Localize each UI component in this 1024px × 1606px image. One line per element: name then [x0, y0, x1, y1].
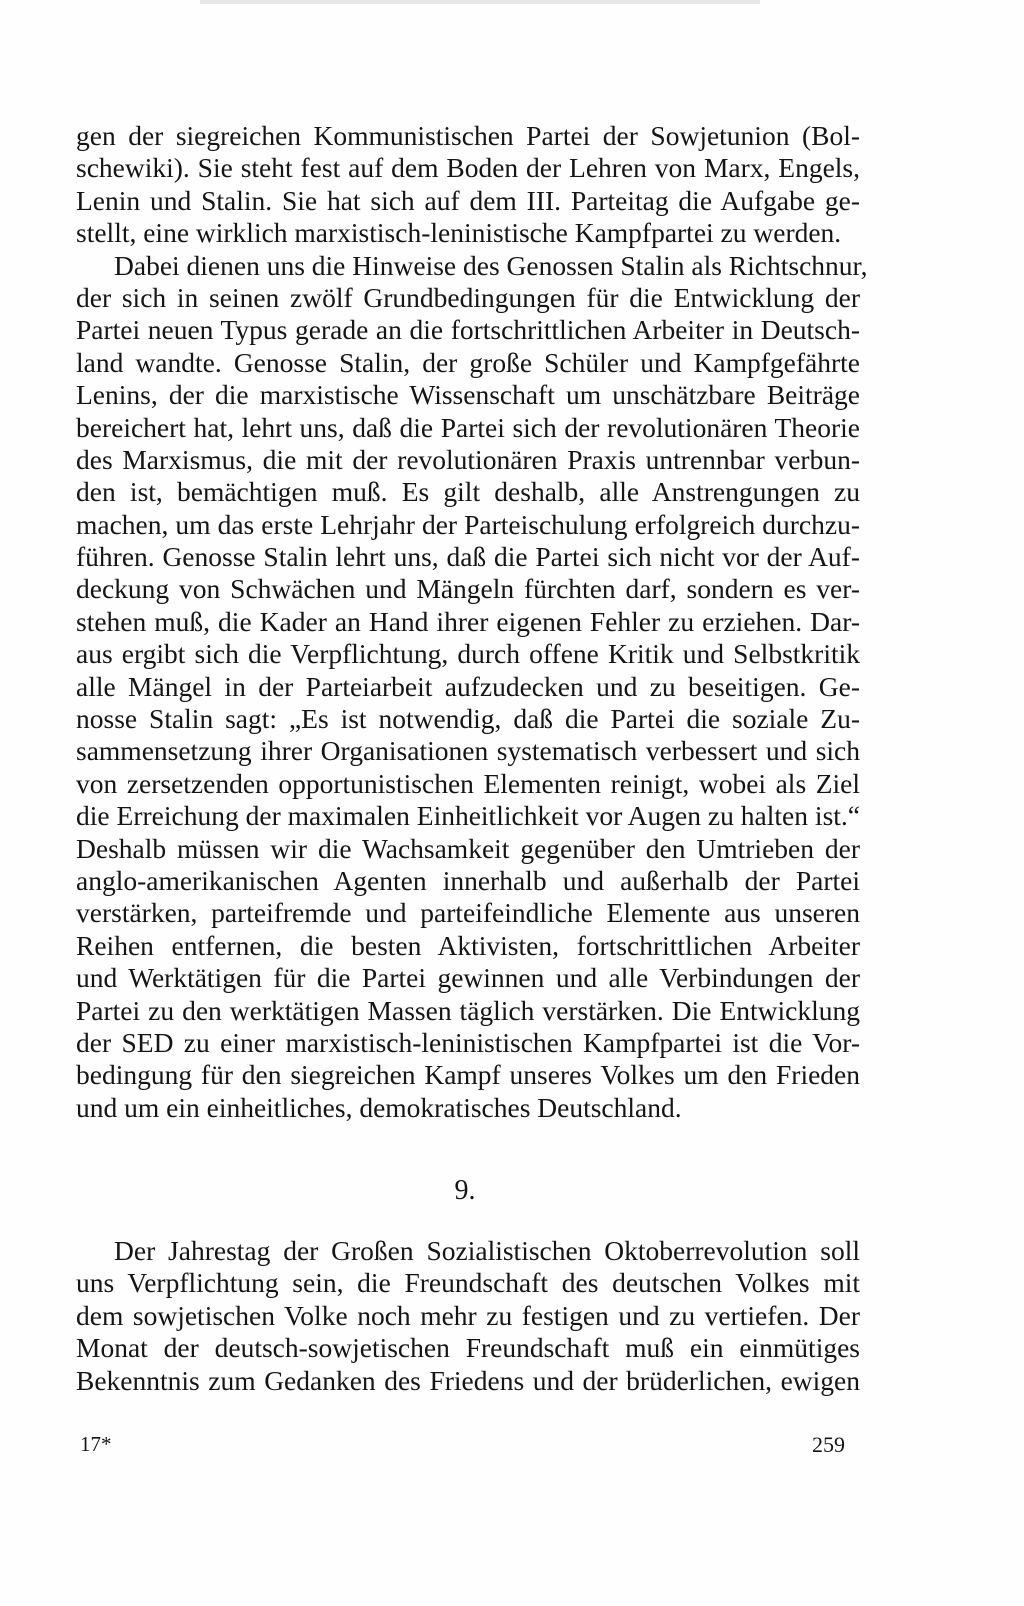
paragraph-continuation [76, 120, 860, 250]
text-line: und Werktätigen für die Partei gewinnen und alle Verbindungen der [76, 962, 860, 994]
text-line: uns Verpflichtung sein, die Freundschaft des deutschen Volkes mit [76, 1267, 860, 1299]
paragraph-stalin [76, 249, 868, 1125]
paragraph-october-revolution [76, 1235, 860, 1397]
section-number: 9. [454, 1175, 476, 1206]
text-line: verstärken, parteifremde und parteifeindliche Elemente aus unseren [76, 897, 860, 929]
text-line: stellt, eine wirklich marxistisch-leninistische Kampfpartei zu werden. [76, 217, 842, 249]
text-line: bedingung für den siegreichen Kampf unseres Volkes um den Frieden [76, 1059, 860, 1091]
text-line: der sich in seinen zwölf Grundbedingungen für die Entwicklung der [76, 281, 860, 313]
text-line: nosse Stalin sagt: „Es ist notwendig, daß die Partei die soziale Zu- [76, 703, 860, 735]
text-line: land wandte. Genosse Stalin, der große Schüler und Kampfgefährte [76, 346, 860, 378]
text-line: Der Jahrestag der Großen Sozialistischen Oktoberrevolution soll [114, 1235, 860, 1266]
text-line: Deshalb müssen wir die Wachsamkeit gegenüber den Umtrieben der [76, 832, 860, 864]
text-line: sammensetzung ihrer Organisationen systematisch verbessert und sich [76, 735, 860, 767]
body-text [76, 120, 868, 1124]
text-line: Reihen entfernen, die besten Aktivisten, fortschrittlichen Arbeiter [76, 929, 860, 961]
text-line: Lenins, der die marxistische Wissenschaft um unschätzbare Beiträge [76, 379, 860, 411]
text-line: und um ein einheitliches, demokratisches Deutschland. [76, 1091, 682, 1123]
text-line: bereichert hat, lehrt uns, daß die Partei sich der revolutionären Theorie [76, 411, 860, 443]
text-line: Monat der deutsch-sowjetischen Freundschaft muß ein einmütiges [76, 1332, 860, 1364]
text-line: machen, um das erste Lehrjahr der Parteischulung erfolgreich durchzu- [76, 508, 860, 540]
text-line: dem sowjetischen Volke noch mehr zu festigen und zu vertiefen. Der [76, 1299, 860, 1331]
text-line: von zersetzenden opportunistischen Elementen reinigt, wobei als Ziel [76, 767, 860, 799]
text-line: stehen muß, die Kader an Hand ihrer eigenen Fehler zu erziehen. Dar- [76, 605, 860, 637]
text-line: deckung von Schwächen und Mängeln fürchten darf, sondern es ver- [76, 573, 860, 605]
text-line: Partei neuen Typus gerade an die fortschrittlichen Arbeiter in Deutsch- [76, 314, 860, 346]
text-line: anglo-amerikanischen Agenten innerhalb und außerhalb der Partei [76, 864, 860, 896]
text-line: Lenin und Stalin. Sie hat sich auf dem III. Parteitag die Aufgabe ge- [76, 184, 860, 216]
text-line: der SED zu einer marxistisch-leninistischen Kampfpartei ist die Vor- [76, 1026, 860, 1058]
text-line: die Erreichung der maximalen Einheitlichkeit vor Augen zu halten ist.“ [76, 800, 860, 832]
text-line: alle Mängel in der Parteiarbeit aufzudecken und zu beseitigen. Ge- [76, 670, 860, 702]
text-line: Partei zu den werktätigen Massen täglich verstärken. Die Entwicklung [76, 994, 860, 1026]
text-line: aus ergibt sich die Verpflichtung, durch offene Kritik und Selbstkritik [76, 638, 860, 670]
text-line: des Marxismus, die mit der revolutionären Praxis untrennbar verbun- [76, 443, 860, 475]
text-line: gen der siegreichen Kommunistischen Partei der Sowjetunion (Bol- [76, 120, 860, 151]
text-line: den ist, bemächtigen muß. Es gilt deshalb, alle Anstrengungen zu [76, 476, 860, 508]
page-number: 259 [812, 1432, 845, 1457]
text-line: schewiki). Sie steht fest auf dem Boden der Lehren von Marx, Engels, [76, 152, 860, 184]
scan-edge-mark [200, 0, 760, 4]
text-line: führen. Genosse Stalin lehrt uns, daß die Partei sich nicht vor der Auf- [76, 541, 860, 573]
signature-mark: 17* [80, 1432, 112, 1456]
text-line: Bekenntnis zum Gedanken des Friedens und der brüderlichen, ewigen [76, 1364, 860, 1396]
section-text [76, 1235, 860, 1397]
text-line: Dabei dienen uns die Hinweise des Genossen Stalin als Richtschnur, [114, 249, 868, 281]
